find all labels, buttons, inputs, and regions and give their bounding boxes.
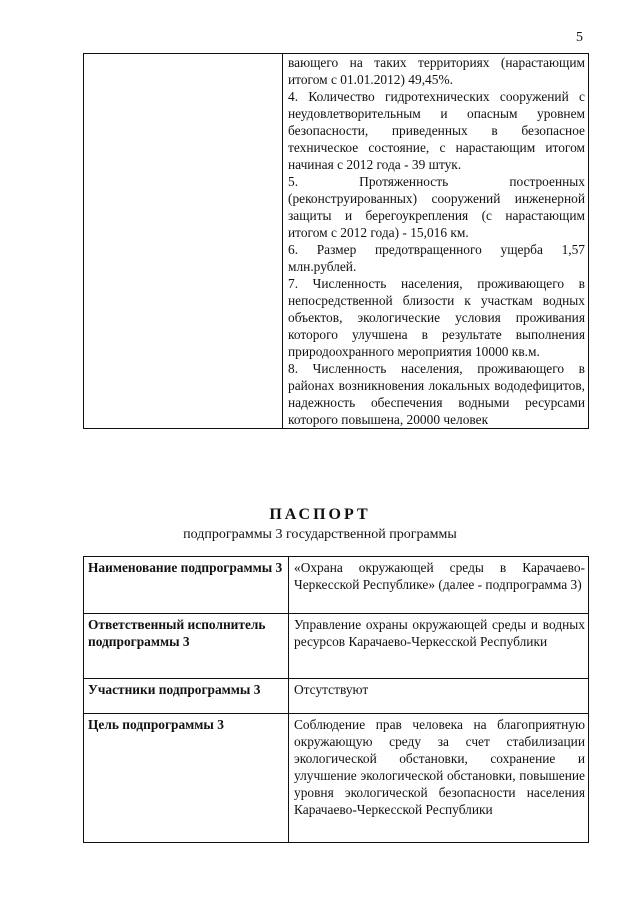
row-label: Участники подпрограммы 3 [84, 679, 289, 714]
table-row [84, 557, 589, 614]
row-value: «Охрана окружающей среды в Карачаево-Черкесской Республике» (далее - подпрограмма 3) [289, 557, 589, 614]
passport-table [83, 556, 589, 843]
indicator-item: вающего на таких территориях (нарастающим итогом с 01.01.2012) 49,45%. [288, 55, 585, 87]
table-row [84, 54, 589, 429]
indicator-item: 5. Протяженность построенных (реконструированных) сооружений инженерной защиты и берегоукрепления (с нарастающим итогом с 2012 года) - 15,016 км. [288, 174, 585, 240]
indicator-item: 8. Численность населения, проживающего в районах возникновения локальных вододефицитов, надежность обеспечения водными ресурсами которого повышена, 20000 человек [288, 361, 585, 427]
page-number: 5 [576, 30, 583, 45]
table-row [84, 614, 589, 679]
row-value: Управление охраны окружающей среды и водных ресурсов Карачаево-Черкесской Республики [289, 614, 589, 679]
indicator-item: 7. Численность населения, проживающего в непосредственной близости к участкам водных объектов, экологические условия проживания которого улучшена в результате выполнения природоохранного мероприятия 10000 кв.м. [288, 276, 585, 359]
passport-title: ПАСПОРТ [269, 506, 371, 523]
indicator-item: 4. Количество гидротехнических сооружений с неудовлетворительным и опасным уровнем безопасности, приведенных в безопасное техническое состояние, с нарастающим итогом начиная с 2012 года - 39 штук. [288, 89, 585, 172]
table-row [84, 679, 589, 714]
row-value: Соблюдение прав человека на благоприятную окружающую среду за счет стабилизации экологической обстановки, сохранение и улучшение экологической обстановки, повышение уровня экологической безопасности населения Карачаево-Черкесской Республики [289, 714, 589, 843]
row-label: Наименование подпрограммы 3 [84, 557, 289, 614]
row-label: Цель подпрограммы 3 [84, 714, 289, 843]
indicators-table-continued [83, 53, 589, 429]
indicator-item: 6. Размер предотвращенного ущерба 1,57 млн.рублей. [288, 242, 585, 274]
table-row [84, 714, 589, 843]
row-label: Ответственный исполнитель подпрограммы 3 [84, 614, 289, 679]
row-value: Отсутствуют [289, 679, 589, 714]
passport-subtitle: подпрограммы 3 государственной программы [183, 527, 457, 542]
indicators-cell [283, 54, 589, 429]
empty-label-cell [84, 54, 283, 429]
